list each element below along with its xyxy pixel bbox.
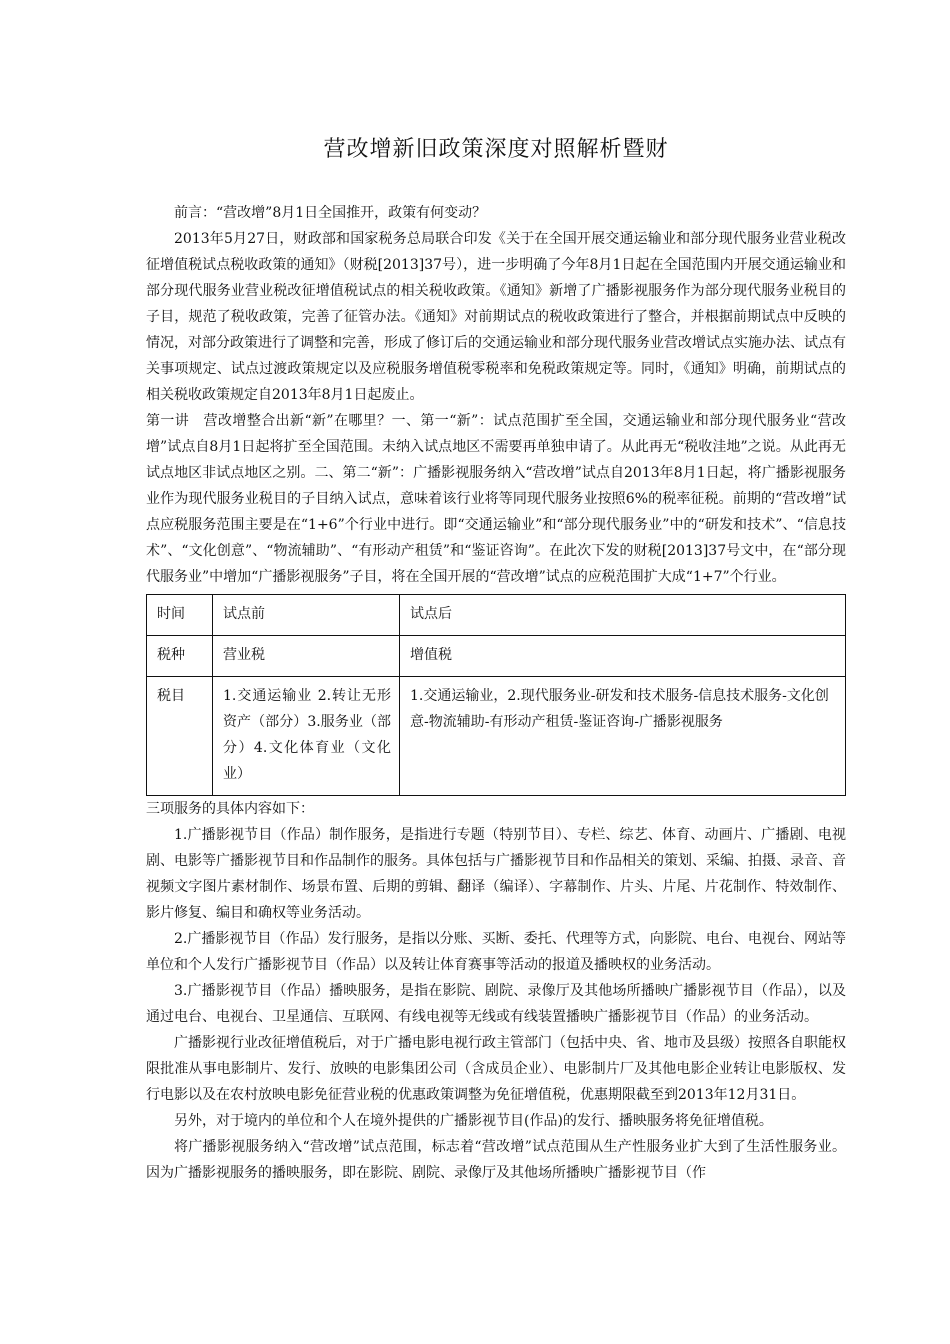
table-cell-time-label: 时间 — [147, 595, 213, 636]
intro-paragraph-1: 2013年5月27日，财政部和国家税务总局联合印发《关于在全国开展交通运输业和部分现代服务业营业税改征增值税试点税收政策的通知》（财税[2013]37号），进一步明确了今年8月1日起在全国范围内开展交通运输业和部分现代服务业营业税改征增值税试点的相关税收政策。《通知》新增了广播影视服务作为部分现代服务业税目的子目，规范了税收政策，完善了征管办法。《通知》对前期试点的税收政策进行了整合，并根据前期试点中反映的情况，对部分政策进行了调整和完善，形成了修订后的交通运输业和部分现代服务业营改增试点实施办法、试点有关事项规定、试点过渡政策规定以及应税服务增值税零税率和免税政策规定等。同时，《通知》明确，前期试点的相关税收政策规定自2013年8月1日起废止。 — [146, 231, 846, 403]
document-title: 营改增新旧政策深度对照解析暨财 — [323, 137, 669, 162]
table-cell-tax-item-label: 税目 — [147, 677, 213, 796]
service-item-2: 2.广播影视节目（作品）发行服务，是指以分账、买断、委托、代理等方式，向影院、电台、电视台、网站等单位和个人发行广播影视节目（作品）以及转让体育赛事等活动的报道及播映权的业务活动。 — [146, 931, 846, 973]
table-cell-after-label: 试点后 — [400, 595, 846, 636]
overseas-paragraph: 另外，对于境内的单位和个人在境外提供的广播影视节目(作品)的发行、播映服务将免征增值税。 — [174, 1113, 773, 1129]
table-cell-business-tax: 营业税 — [213, 636, 400, 677]
table-cell-after-items: 1.交通运输业，2.现代服务业-研发和技术服务-信息技术服务-文化创意-物流辅助-有形动产租赁-鉴证咨询-广播影视服务 — [400, 677, 846, 796]
policy-paragraph: 广播影视行业改征增值税后，对于广播电影电视行政主管部门（包括中央、省、地市及县级）按照各自职能权限批准从事电影制片、发行、放映的电影集团公司（含成员企业）、电影制片厂及其他电影企业转让电影版权、发行电影以及在农村放映电影免征营业税的优惠政策调整为免征增值税，优惠期限截至到2013年12月31日。 — [146, 1035, 846, 1103]
document-page — [146, 130, 846, 1186]
table-cell-tax-type-label: 税种 — [147, 636, 213, 677]
table-cell-before-items: 1.交通运输业 2.转让无形资产（部分）3.服务业（部分）4.文化体育业（文化业） — [213, 677, 400, 796]
table-row — [147, 677, 846, 796]
table-row — [147, 636, 846, 677]
services-intro: 三项服务的具体内容如下： — [146, 801, 314, 817]
service-item-3: 3.广播影视节目（作品）播映服务，是指在影院、剧院、录像厅及其他场所播映广播影视节目（作品），以及通过电台、电视台、卫星通信、互联网、有线电视等无线或有线装置播映广播影视节目（作品）的业务活动。 — [146, 983, 846, 1025]
comparison-table — [146, 594, 846, 796]
scope-paragraph: 将广播影视服务纳入“营改增”试点范围，标志着“营改增”试点范围从生产性服务业扩大到了生活性服务业。因为广播影视服务的播映服务，即在影院、剧院、录像厅及其他场所播映广播影视节目（作 — [146, 1139, 846, 1181]
table-cell-vat: 增值税 — [400, 636, 846, 677]
intro-paragraph-2: 第一讲 营改增整合出新“新”在哪里？一、第一“新”：试点范围扩至全国，交通运输业和部分现代服务业“营改增”试点自8月1日起将扩至全国范围。未纳入试点地区不需要再单独申请了。从此再无“税收洼地”之说。从此再无试点地区非试点地区之别。二、第二“新”：广播影视服务纳入“营改增”试点自2013年8月1日起，将广播影视服务业作为现代服务业税目的子目纳入试点，意味着该行业将等同现代服务业按照6%的税率征税。前期的“营改增”试点应税服务范围主要是在“1+6”个行业中进行。即“交通运输业”和“部分现代服务业”中的“研发和技术”、“信息技术”、“文化创意”、“物流辅助”、“有形动产租赁”和“鉴证咨询”。在此次下发的财税[2013]37号文中，在“部分现代服务业”中增加“广播影视服务”子目，将在全国开展的“营改增”试点的应税范围扩大成“1+7”个行业。 — [146, 413, 846, 585]
table-row — [147, 595, 846, 636]
intro-lead: 前言：“营改增”8月1日全国推开，政策有何变动？ — [174, 205, 487, 221]
service-item-1: 1.广播影视节目（作品）制作服务，是指进行专题（特别节目）、专栏、综艺、体育、动画片、广播剧、电视剧、电影等广播影视节目和作品制作的服务。具体包括与广播影视节目和作品相关的策划、采编、拍摄、录音、音视频文字图片素材制作、场景布置、后期的剪辑、翻译（编译）、字幕制作、片头、片尾、片花制作、特效制作、影片修复、编目和确权等业务活动。 — [146, 827, 846, 921]
table-cell-before-label: 试点前 — [213, 595, 400, 636]
